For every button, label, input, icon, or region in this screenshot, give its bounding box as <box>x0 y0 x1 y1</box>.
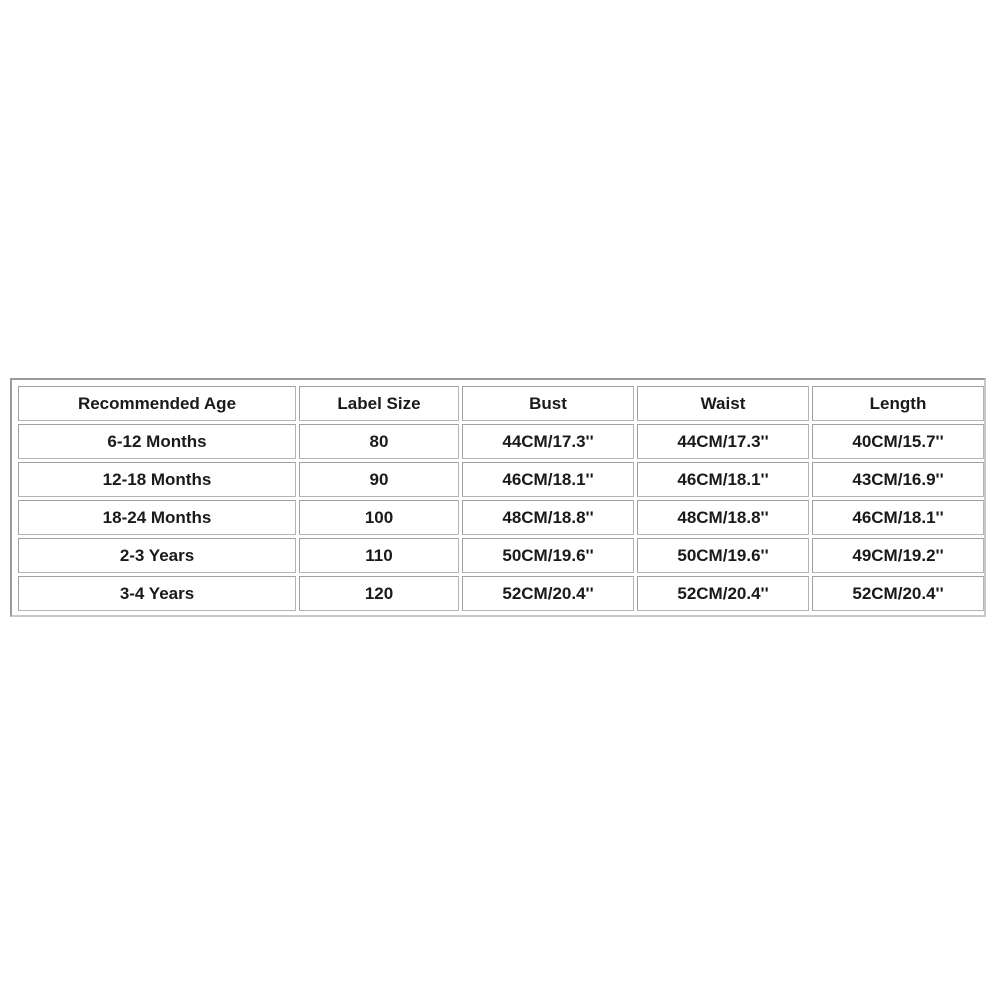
cell-label-size: 120 <box>299 576 459 611</box>
size-chart-frame <box>10 378 986 617</box>
cell-label-size: 90 <box>299 462 459 497</box>
cell-waist: 50CM/19.6'' <box>637 538 809 573</box>
table-row <box>18 462 984 497</box>
table-row <box>18 424 984 459</box>
header-bust: Bust <box>462 386 634 421</box>
cell-label-size: 100 <box>299 500 459 535</box>
cell-age: 3-4 Years <box>18 576 296 611</box>
cell-age: 6-12 Months <box>18 424 296 459</box>
header-label-size: Label Size <box>299 386 459 421</box>
table-row <box>18 576 984 611</box>
cell-bust: 52CM/20.4'' <box>462 576 634 611</box>
table-row <box>18 538 984 573</box>
cell-bust: 46CM/18.1'' <box>462 462 634 497</box>
table-row <box>18 500 984 535</box>
cell-label-size: 80 <box>299 424 459 459</box>
cell-length: 43CM/16.9'' <box>812 462 984 497</box>
cell-length: 52CM/20.4'' <box>812 576 984 611</box>
header-length: Length <box>812 386 984 421</box>
cell-age: 2-3 Years <box>18 538 296 573</box>
cell-bust: 50CM/19.6'' <box>462 538 634 573</box>
cell-label-size: 110 <box>299 538 459 573</box>
cell-bust: 48CM/18.8'' <box>462 500 634 535</box>
cell-bust: 44CM/17.3'' <box>462 424 634 459</box>
cell-waist: 46CM/18.1'' <box>637 462 809 497</box>
cell-waist: 48CM/18.8'' <box>637 500 809 535</box>
table-header-row <box>18 386 984 421</box>
cell-waist: 52CM/20.4'' <box>637 576 809 611</box>
header-recommended-age: Recommended Age <box>18 386 296 421</box>
cell-length: 49CM/19.2'' <box>812 538 984 573</box>
header-waist: Waist <box>637 386 809 421</box>
cell-age: 18-24 Months <box>18 500 296 535</box>
size-chart-table <box>15 383 987 614</box>
cell-age: 12-18 Months <box>18 462 296 497</box>
cell-length: 46CM/18.1'' <box>812 500 984 535</box>
cell-waist: 44CM/17.3'' <box>637 424 809 459</box>
cell-length: 40CM/15.7'' <box>812 424 984 459</box>
